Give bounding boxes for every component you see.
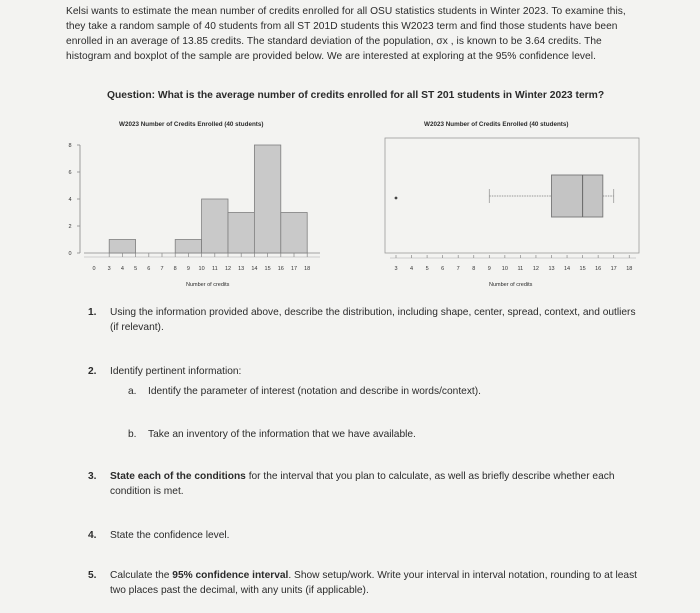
- boxplot-x-tick-label: 10: [501, 266, 508, 272]
- boxplot-x-tick-label: 7: [456, 266, 460, 272]
- question-3-number: 3.: [88, 471, 97, 482]
- boxplot-x-tick-label: 15: [579, 266, 586, 272]
- histogram-x-tick-label: 10: [198, 266, 205, 272]
- question-2a-letter: a.: [128, 386, 137, 397]
- histogram-x-tick-label: 6: [147, 266, 151, 272]
- boxplot-x-tick-label: 4: [410, 266, 414, 272]
- question-2a-text: Identify the parameter of interest (notation and describe in words/context).: [148, 386, 481, 397]
- question-3-text: for the interval that you plan to calculate, as well as briefly describe whether each condition is met.: [110, 471, 615, 497]
- question-2b-text: Take an inventory of the information that we have available.: [148, 429, 416, 440]
- histogram-x-tick-label: 15: [264, 266, 271, 272]
- boxplot-chart: [0, 0, 700, 300]
- boxplot-x-tick-label: 18: [626, 266, 633, 272]
- question-2b-letter: b.: [128, 429, 137, 440]
- histogram-y-tick-label: 8: [68, 143, 72, 149]
- histogram-x-tick-label: 12: [224, 266, 232, 272]
- boxplot-x-tick-label: 6: [441, 266, 445, 272]
- boxplot-box: [552, 175, 603, 217]
- boxplot-x-tick-label: 14: [563, 266, 571, 272]
- boxplot-x-tick-label: 17: [610, 266, 617, 272]
- boxplot-x-tick-label: 13: [548, 266, 555, 272]
- question-heading: Question: What is the average number of credits enrolled for all ST 201 students in Winter 2023 term?: [107, 90, 605, 101]
- question-5-text: . Show setup/work. Write your interval in interval notation, rounding to at least two places past the decimal, with any units (if applicable).: [110, 570, 638, 596]
- boxplot-x-tick-label: 16: [595, 266, 602, 272]
- histogram-x-tick-label: 11: [211, 266, 218, 272]
- boxplot-x-tick-label: 8: [472, 266, 476, 272]
- question-1-text: Using the information provided above, describe the distribution, including shape, center, spread, context, and outliers (if relevant).: [110, 307, 636, 333]
- histogram-x-tick-label: 3: [107, 266, 111, 272]
- histogram-x-tick-label: 13: [238, 266, 245, 272]
- boxplot-outlier: [395, 197, 398, 200]
- question-1-number: 1.: [88, 307, 97, 318]
- histogram-x-tick-label: 17: [290, 266, 298, 272]
- boxplot-x-tick-label: 11: [517, 266, 524, 272]
- histogram-y-tick-label: 0: [68, 251, 72, 257]
- histogram-x-tick-label: 5: [134, 266, 138, 272]
- histogram-x-tick-label: 14: [251, 266, 258, 272]
- histogram-x-tick-label: 0: [92, 266, 96, 272]
- histogram-x-tick-label: 9: [186, 266, 190, 272]
- boxplot-x-tick-label: 3: [394, 266, 398, 272]
- problem-intro: Kelsi wants to estimate the mean number of credits enrolled for all OSU statistics students in Winter 2023. To examine this, they take a random sample of 40 students from all ST 201D students this W2023 term and find those students have been enrolled in an average of 13.85 credits. The standard deviation of the population, σx , is known to be 3.64 credits. The histogram and boxplot of the sample are provided below. We are interested at exploring at the 95% confidence level.: [66, 6, 626, 62]
- question-5-bold: 95% confidence interval: [172, 570, 289, 581]
- question-3-bold: State each of the conditions: [110, 471, 246, 482]
- histogram-x-tick-label: 4: [120, 266, 124, 272]
- boxplot-x-tick-label: 9: [487, 266, 491, 272]
- boxplot-x-tick-label: 5: [425, 266, 429, 272]
- boxplot-x-tick-label: 12: [532, 266, 540, 272]
- histogram-x-tick-label: 18: [304, 266, 311, 272]
- boxplot-title: W2023 Number of Credits Enrolled (40 students): [424, 121, 569, 128]
- histogram-y-tick-label: 4: [68, 197, 72, 203]
- question-2-text: Identify pertinent information:: [110, 366, 242, 377]
- question-4-number: 4.: [88, 530, 97, 541]
- histogram-y-tick-label: 6: [68, 170, 72, 176]
- histogram-y-tick-label: 2: [68, 224, 72, 230]
- question-4-text: State the confidence level.: [110, 530, 230, 541]
- question-2-number: 2.: [88, 366, 97, 377]
- question-5-pre: Calculate the: [110, 570, 173, 581]
- histogram-x-tick-label: 16: [277, 266, 284, 272]
- histogram-x-tick-label: 7: [160, 266, 164, 272]
- question-5-number: 5.: [88, 570, 97, 581]
- histogram-title: W2023 Number of Credits Enrolled (40 students): [119, 121, 264, 128]
- histogram-xlabel: Number of credits: [186, 282, 230, 288]
- boxplot-xlabel: Number of credits: [489, 282, 533, 288]
- histogram-x-tick-label: 8: [173, 266, 177, 272]
